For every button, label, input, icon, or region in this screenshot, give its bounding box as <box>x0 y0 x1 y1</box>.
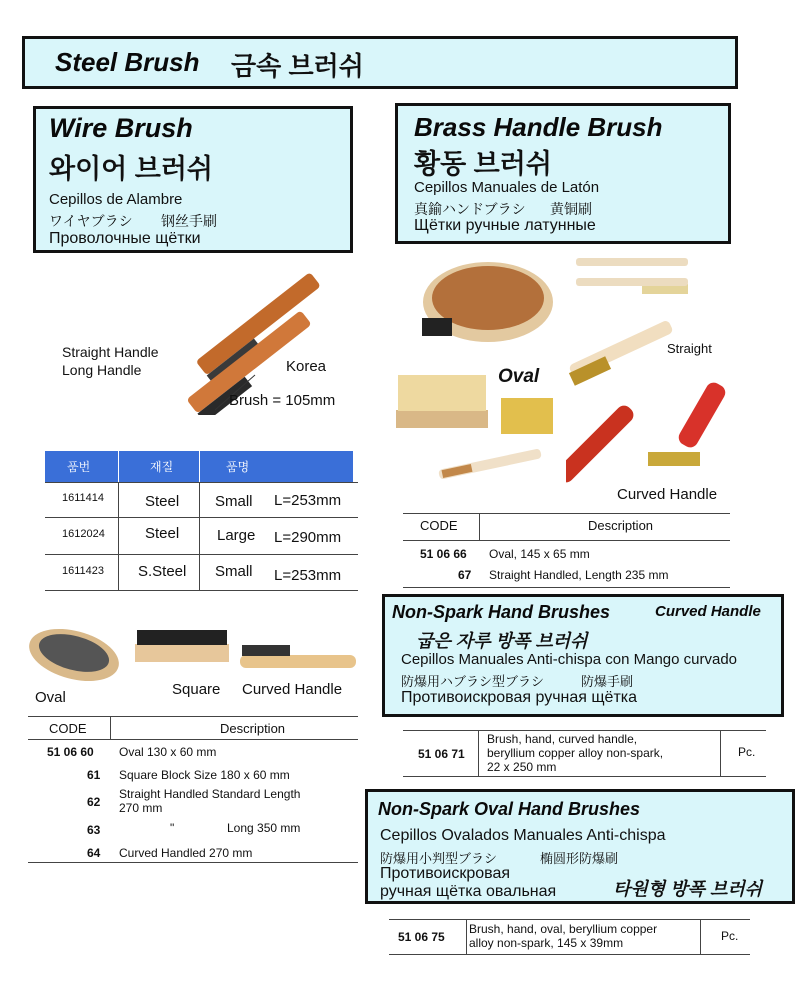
wire-title: Wire Brush <box>49 113 193 143</box>
header-title-kr: 금속 브러쉬 <box>231 51 364 81</box>
table-cell: Oval, 145 x 65 mm <box>489 547 590 561</box>
nso-vline2 <box>700 919 701 954</box>
table-cell: Pc. <box>721 929 739 943</box>
wire-brush-box <box>33 106 353 253</box>
table-cell: " <box>170 821 175 835</box>
brass-title-kr: 황동 브러쉬 <box>414 149 552 179</box>
ns-oval-ru1: Противоискровая <box>380 865 511 882</box>
wire-cn: 钢丝手刷 <box>161 213 217 229</box>
nso-vline1 <box>466 919 467 954</box>
table-cell: L=290mm <box>274 529 342 546</box>
table-cell: Brush, hand, oval, beryllium copper <box>469 922 658 936</box>
table-cell: Long 350 mm <box>227 821 301 835</box>
square-wire-brush-image <box>133 628 233 673</box>
table-row: 1612024 <box>62 528 105 540</box>
table-cell: beryllium copper alloy non-spark, <box>487 746 664 760</box>
table-row: 64 <box>87 846 101 860</box>
table-cell: Pc. <box>738 745 756 759</box>
label-curved-handle: Curved Handle <box>242 681 343 698</box>
table-cell: Small <box>215 563 253 580</box>
table-cell: Curved Handled 270 mm <box>119 846 253 860</box>
wire-th-code: 품번 <box>67 460 91 474</box>
nonspark-title: Non-Spark Hand Brushes <box>392 602 611 622</box>
brass-title: Brass Handle Brush <box>414 112 663 142</box>
nonspark-ru: Противоискровая ручная щётка <box>401 689 638 706</box>
brass-cn: 黄铜刷 <box>550 201 592 217</box>
brass-oval-brush-image <box>408 254 558 354</box>
label-long-handle: Long Handle <box>62 362 142 378</box>
nonspark-box <box>382 594 784 717</box>
nonspark-cn: 防爆手刷 <box>581 674 634 689</box>
brass-th-code: CODE <box>420 518 458 533</box>
wire2-line-top <box>28 716 358 717</box>
nonspark-oval-box <box>365 789 795 904</box>
label-square: Square <box>172 681 221 698</box>
table-row: 1611414 <box>62 492 105 504</box>
header-title: Steel Brush <box>55 47 200 77</box>
table-row: 51 06 60 <box>47 745 94 759</box>
brass-straight-brush-image <box>572 248 692 298</box>
wire2-line-head <box>28 739 358 740</box>
table-cell: Steel <box>145 525 180 542</box>
brass-box <box>395 103 731 244</box>
curved-wire-brush-image <box>238 643 358 678</box>
table-cell: Large <box>217 527 256 544</box>
ns-oval-title: Non-Spark Oval Hand Brushes <box>378 799 641 819</box>
wire-table-line4 <box>45 590 358 591</box>
ns-oval-title-kr: 타원형 방폭 브러쉬 <box>613 879 763 899</box>
ns-oval-cn: 椭圆形防爆刷 <box>540 851 619 866</box>
table-row: 63 <box>87 823 101 837</box>
wire-es: Cepillos de Alambre <box>49 191 183 208</box>
wire-table-line2 <box>45 517 358 518</box>
nso-line-top <box>389 919 750 920</box>
brass-jp: 真鍮ハンドブラシ <box>414 201 526 217</box>
wire-table-vline2 <box>199 482 200 590</box>
nonspark-title-right: Curved Handle <box>655 603 761 620</box>
wire2-line-bottom <box>28 862 358 863</box>
wire-table-line1 <box>45 482 358 483</box>
table-cell: L=253mm <box>274 492 342 509</box>
wire2-th-code: CODE <box>49 721 87 736</box>
table-cell: Straight Handled Standard Length <box>119 787 301 801</box>
nso-line-bottom <box>389 954 750 955</box>
brass-curved-brush-red-image <box>566 374 656 484</box>
wire-jp: ワイヤブラシ <box>49 213 133 229</box>
wire-th-div1 <box>118 451 119 482</box>
table-cell: 270 mm <box>119 801 163 815</box>
wire2-vline <box>110 716 111 739</box>
table-cell: Oval 130 x 60 mm <box>119 745 217 759</box>
label-brass-curved-handle: Curved Handle <box>617 486 718 503</box>
wire-th-name: 품명 <box>226 460 250 474</box>
label-straight-handle: Straight Handle <box>62 344 159 360</box>
wire2-th-desc: Description <box>220 721 286 736</box>
wire-title-kr: 와이어 브러쉬 <box>49 154 213 184</box>
table-row: 51 06 75 <box>398 930 445 944</box>
table-row: 67 <box>458 568 472 582</box>
brass-block-brush-image <box>390 370 500 430</box>
oval-wire-brush-image <box>24 620 124 690</box>
brass-small-brush-image <box>436 445 546 485</box>
brass-line-bottom <box>403 587 730 588</box>
header-banner <box>22 36 738 89</box>
table-cell: Square Block Size 180 x 60 mm <box>119 768 290 782</box>
table-cell: S.Steel <box>138 563 187 580</box>
wire-table-line3 <box>45 554 358 555</box>
nonspark-title-kr: 굽은 자루 방폭 브러쉬 <box>416 631 588 651</box>
brass-vline <box>479 513 480 540</box>
brass-ru: Щётки ручные латунные <box>414 217 596 234</box>
ns-vline2 <box>720 730 721 776</box>
ns-vline1 <box>478 730 479 776</box>
table-cell: Brush, hand, curved handle, <box>487 732 638 746</box>
table-row: 62 <box>87 795 101 809</box>
wire-th-div2 <box>199 451 200 482</box>
brass-curved-brush-image <box>646 374 746 479</box>
brass-th-desc: Description <box>588 518 654 533</box>
ns-oval-ru2: ручная щётка овальная <box>380 883 557 900</box>
table-cell: Steel <box>145 493 180 510</box>
ns-line-top <box>403 730 766 731</box>
table-row: 61 <box>87 768 101 782</box>
label-brass-straight: Straight <box>667 341 712 356</box>
table-row: 51 06 71 <box>418 747 465 761</box>
wire-ru: Проволочные щётки <box>49 230 201 247</box>
nonspark-es: Cepillos Manuales Anti-chispa con Mango curvado <box>401 651 738 668</box>
table-cell: Small <box>215 493 253 510</box>
table-row: 1611423 <box>62 565 105 577</box>
table-cell: alloy non-spark, 145 x 39mm <box>469 936 624 950</box>
wire-table-vline1 <box>118 482 119 590</box>
brass-es: Cepillos Manuales de Latón <box>414 179 600 196</box>
table-row: 51 06 66 <box>420 547 467 561</box>
table-cell: 22 x 250 mm <box>487 760 557 774</box>
label-brush-length: Brush = 105mm <box>229 392 336 409</box>
wire-th-mat: 재질 <box>150 460 174 474</box>
table-cell: Straight Handled, Length 235 mm <box>489 568 669 582</box>
label-korea: Korea <box>286 358 327 375</box>
nonspark-jp: 防爆用ハブラシ型ブラシ <box>401 674 545 689</box>
brass-line-head <box>403 540 730 541</box>
label-oval: Oval <box>35 689 66 706</box>
ns-oval-jp: 防爆用小判型ブラシ <box>380 851 498 866</box>
brass-square-brush-image <box>497 394 557 439</box>
brass-line-top <box>403 513 730 514</box>
label-brass-oval: Oval <box>498 366 540 387</box>
ns-line-bottom <box>403 776 766 777</box>
ns-oval-es: Cepillos Ovalados Manuales Anti-chispa <box>380 827 666 844</box>
table-cell: L=253mm <box>274 567 342 584</box>
